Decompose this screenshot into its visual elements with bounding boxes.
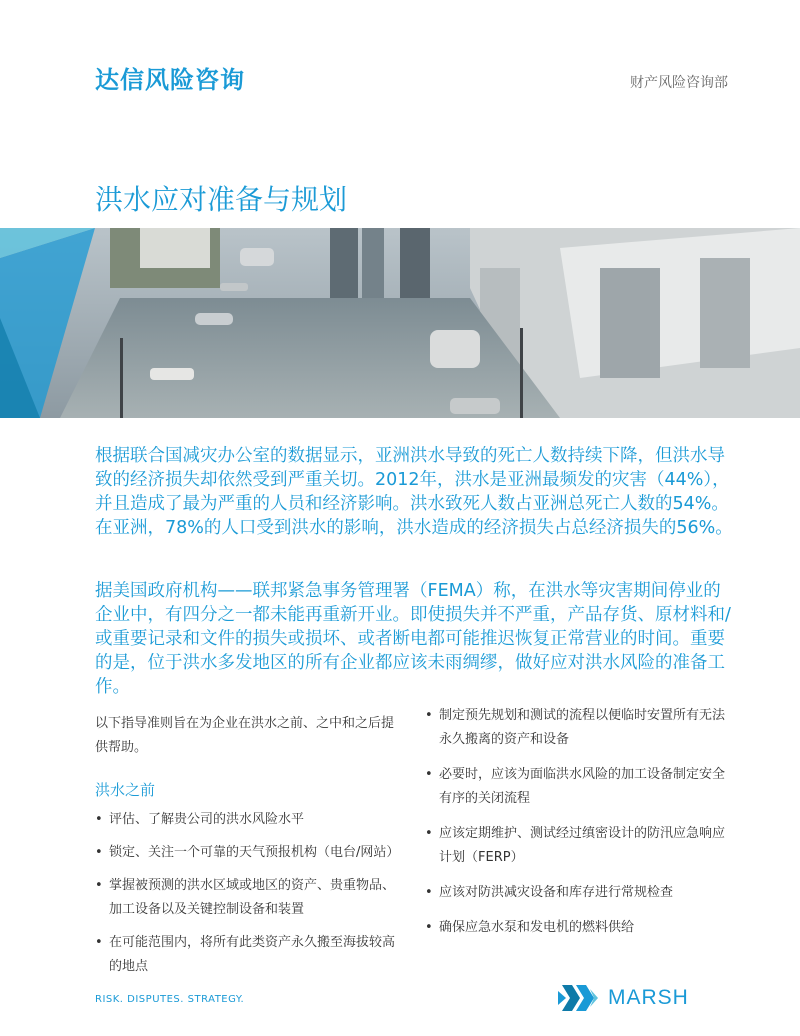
- paragraph-fema: 据美国政府机构——联邦紧急事务管理署（FEMA）称，在洪水等灾害期间停业的企业中，有四分之一都未能再重新开业。即使损失并不严重，产品存货、原材料和/或重要记录和文件的损失或损坏、或者断电都可能推迟恢复正常营业的时间。重要的是，位于洪水多发地区的所有企业都应该未雨绸缪，做好应对洪水风险的准备工作。: [95, 581, 731, 697]
- bullet-icon: •: [425, 885, 433, 900]
- bullet-icon: •: [425, 767, 433, 782]
- list-item: • 在可能范围内，将所有此类资产永久搬至海拔较高的地点: [95, 931, 400, 979]
- footer-tagline: RISK. DISPUTES. STRATEGY.: [95, 994, 245, 1005]
- bullet-icon: •: [95, 935, 103, 950]
- right-column: [425, 708, 730, 951]
- marsh-logo: [558, 985, 689, 1011]
- list-item: • 评估、了解贵公司的洪水风险水平: [95, 808, 400, 832]
- list-item: • 应该对防洪减灾设备和库存进行常规检查: [425, 881, 730, 905]
- brand-title: 达信风险咨询: [95, 66, 245, 94]
- preparation-list: [425, 704, 730, 940]
- page-title: 洪水应对准备与规划: [95, 183, 348, 216]
- department-label: 财产风险咨询部: [630, 75, 728, 91]
- bullet-icon: •: [425, 920, 433, 935]
- bullet-icon: •: [95, 878, 103, 893]
- list-item: • 必要时，应该为面临洪水风险的加工设备制定安全有序的关闭流程: [425, 763, 730, 811]
- section-heading-before-flood: 洪水之前: [95, 781, 156, 799]
- list-item: • 应该定期维护、测试经过缜密设计的防汛应急响应计划（FERP）: [425, 822, 730, 870]
- hero-image: [0, 228, 800, 418]
- bullet-icon: •: [425, 826, 433, 841]
- guideline-intro: 以下指导准则旨在为企业在洪水之前、之中和之后提供帮助。: [95, 716, 395, 755]
- flooded-street-photo-icon: [0, 228, 800, 418]
- left-column: [95, 712, 400, 988]
- bullet-icon: •: [425, 708, 433, 723]
- marsh-chevron-logo-icon: [558, 985, 600, 1011]
- list-item: • 锁定、关注一个可靠的天气预报机构（电台/网站）: [95, 841, 400, 865]
- bullet-icon: •: [95, 845, 103, 860]
- list-item: • 掌握被预测的洪水区域或地区的资产、贵重物品、加工设备以及关键控制设备和装置: [95, 874, 400, 922]
- list-item: • 制定预先规划和测试的流程以便临时安置所有无法永久搬离的资产和设备: [425, 704, 730, 752]
- before-flood-list: [95, 808, 400, 979]
- list-item: • 确保应急水泵和发电机的燃料供给: [425, 916, 730, 940]
- logo-text: MARSH: [608, 986, 689, 1009]
- paragraph-statistics: 根据联合国减灾办公室的数据显示，亚洲洪水导致的死亡人数持续下降，但洪水导致的经济损失却依然受到严重关切。2012年，洪水是亚洲最频发的灾害（44%），并且造成了最为严重的人员和经济影响。洪水致死人数占亚洲总死亡人数的54%。在亚洲，78%的人口受到洪水的影响，洪水造成的经济损失占总经济损失的56%。: [95, 446, 733, 538]
- bullet-icon: •: [95, 812, 103, 827]
